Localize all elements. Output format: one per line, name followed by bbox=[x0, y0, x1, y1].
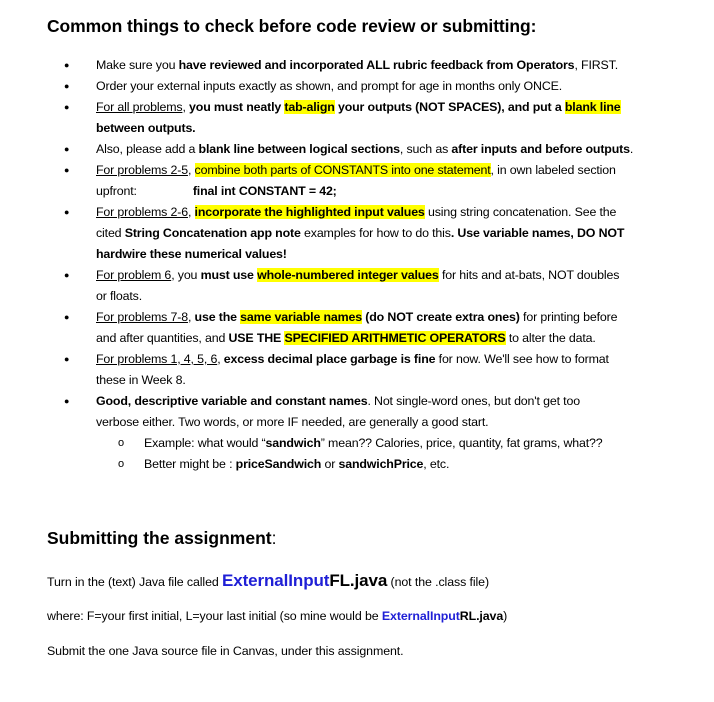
text: , in own labeled section bbox=[490, 163, 616, 177]
text: or bbox=[321, 457, 339, 471]
highlighted-text: tab-align bbox=[284, 100, 335, 114]
text: examples for how to do this bbox=[300, 226, 451, 240]
bold-text: Use variable names, DO NOT bbox=[457, 226, 625, 240]
text: ) bbox=[503, 609, 508, 623]
item-line bbox=[96, 391, 694, 412]
text: for printing before bbox=[519, 310, 618, 324]
bold-text: USE THE bbox=[228, 331, 285, 345]
filename-suffix: RL.java bbox=[459, 609, 504, 623]
filename-blue: ExternalInput bbox=[222, 571, 330, 590]
bold-text: you must neatly bbox=[189, 100, 285, 114]
highlighted-text: combine both parts of CONSTANTS into one statement bbox=[194, 163, 491, 177]
filename-blue: ExternalInput bbox=[381, 609, 460, 623]
bold-text: sandwich bbox=[265, 436, 321, 450]
text: upfront: bbox=[96, 184, 137, 198]
text: , bbox=[187, 205, 195, 219]
text: , FIRST. bbox=[574, 58, 618, 72]
checklist-item bbox=[0, 76, 714, 97]
submit-heading bbox=[47, 528, 276, 549]
underlined-text: For problems 2-5 bbox=[96, 163, 188, 177]
checklist-item bbox=[0, 160, 714, 202]
highlighted-text: same variable names bbox=[240, 310, 362, 324]
bold-text: (do NOT create extra ones) bbox=[362, 310, 520, 324]
bold-text: Good, descriptive variable and constant names bbox=[96, 394, 368, 408]
item-line bbox=[96, 139, 694, 160]
bold-text: priceSandwich bbox=[235, 457, 322, 471]
text: , you bbox=[171, 268, 201, 282]
bold-text: after inputs and before outputs bbox=[451, 142, 630, 156]
checklist-item bbox=[0, 97, 714, 139]
highlighted-text: whole-numbered integer values bbox=[257, 268, 439, 282]
text: and after quantities, and bbox=[96, 331, 229, 345]
text: ” mean?? Calories, price, quantity, fat grams, what?? bbox=[320, 436, 603, 450]
highlighted-text: SPECIFIED ARITHMETIC OPERATORS bbox=[284, 331, 506, 345]
submit-paragraph-where bbox=[47, 609, 507, 623]
item-line bbox=[96, 55, 694, 76]
text: to alter the data. bbox=[505, 331, 596, 345]
text: (not the .class file) bbox=[387, 575, 490, 589]
item-line: these in Week 8. bbox=[96, 373, 186, 387]
text: . See the bbox=[568, 205, 617, 219]
text: Also, please add a bbox=[96, 142, 199, 156]
bold-text: sandwichPrice bbox=[338, 457, 424, 471]
item-line bbox=[96, 265, 694, 286]
checklist-item bbox=[0, 265, 714, 307]
checklist-item bbox=[0, 349, 714, 391]
text: Better might be : bbox=[144, 457, 236, 471]
item-line bbox=[96, 223, 694, 244]
text: Example: what would “ bbox=[144, 436, 266, 450]
highlighted-text: incorporate the highlighted input values bbox=[194, 205, 425, 219]
bold-text: excess decimal place garbage is fine bbox=[223, 352, 436, 366]
checklist-item bbox=[0, 139, 714, 160]
checklist-item bbox=[0, 202, 714, 265]
item-line: ● Order your external inputs exactly as shown, and prompt for age in months only ONCE. bbox=[96, 79, 563, 93]
heading-text: Submitting the assignment bbox=[47, 528, 272, 548]
text: , bbox=[182, 100, 190, 114]
text: cited bbox=[96, 226, 125, 240]
text: , etc. bbox=[423, 457, 450, 471]
checklist-item bbox=[0, 391, 714, 475]
sub-list-item bbox=[96, 433, 694, 454]
item-line: verbose either. Two words, or more IF needed, are generally a good start. bbox=[96, 415, 489, 429]
bold-text: . bbox=[450, 226, 458, 240]
sub-list-item bbox=[96, 454, 694, 475]
item-line: or floats. bbox=[96, 289, 143, 303]
text: for hits and at-bats, NOT doubles bbox=[438, 268, 620, 282]
text: . bbox=[629, 142, 634, 156]
bold-text: String Concatenation app note bbox=[124, 226, 301, 240]
text: using string concatenation bbox=[424, 205, 569, 219]
text: Make sure you bbox=[96, 58, 179, 72]
checklist bbox=[0, 55, 714, 475]
underlined-text: For problems 1, 4, 5, 6 bbox=[96, 352, 218, 366]
item-line bbox=[96, 328, 694, 349]
text: , such as bbox=[399, 142, 452, 156]
item-line bbox=[96, 307, 694, 328]
item-line bbox=[96, 97, 694, 118]
checklist-item bbox=[0, 307, 714, 349]
item-line bbox=[96, 202, 694, 223]
item-line bbox=[96, 349, 694, 370]
bold-text: your outputs (NOT SPACES), and put a bbox=[334, 100, 565, 114]
heading-colon: : bbox=[271, 528, 277, 548]
underlined-text: For problems 7-8 bbox=[96, 310, 188, 324]
checklist-heading: Common things to check before code review or submitting: bbox=[47, 16, 537, 36]
text: where: F=your first initial, L=your last initial (so mine would be bbox=[47, 609, 382, 623]
text: , bbox=[187, 163, 195, 177]
bold-text: have reviewed and incorporated ALL rubric feedback from Operators bbox=[178, 58, 575, 72]
bold-text: use the bbox=[194, 310, 241, 324]
filename-suffix: FL.java bbox=[329, 571, 388, 590]
item-line: between outputs. bbox=[96, 121, 196, 135]
highlighted-text: blank line bbox=[564, 100, 621, 114]
bold-text: must use bbox=[200, 268, 258, 282]
underlined-text: For problem 6 bbox=[96, 268, 172, 282]
sub-list bbox=[96, 433, 694, 475]
bold-text: blank line between logical sections bbox=[198, 142, 400, 156]
text: , bbox=[217, 352, 224, 366]
underlined-text: For problems 2-6 bbox=[96, 205, 188, 219]
item-line bbox=[96, 181, 694, 202]
text: for now. We'll see how to format bbox=[435, 352, 609, 366]
code-text: final int CONSTANT = 42; bbox=[192, 184, 337, 198]
checklist-item bbox=[0, 55, 714, 76]
submit-paragraph-file bbox=[47, 571, 489, 591]
submit-paragraph-canvas: Submit the one Java source file in Canvas, under this assignment. bbox=[47, 644, 404, 658]
text: Turn in the (text) Java file called bbox=[47, 575, 222, 589]
item-line bbox=[96, 160, 694, 181]
item-line: hardwire these numerical values! bbox=[96, 247, 287, 261]
underlined-text: For all problems bbox=[96, 100, 183, 114]
text: , bbox=[187, 310, 195, 324]
text: . Not single-word ones, but don't get too bbox=[367, 394, 580, 408]
